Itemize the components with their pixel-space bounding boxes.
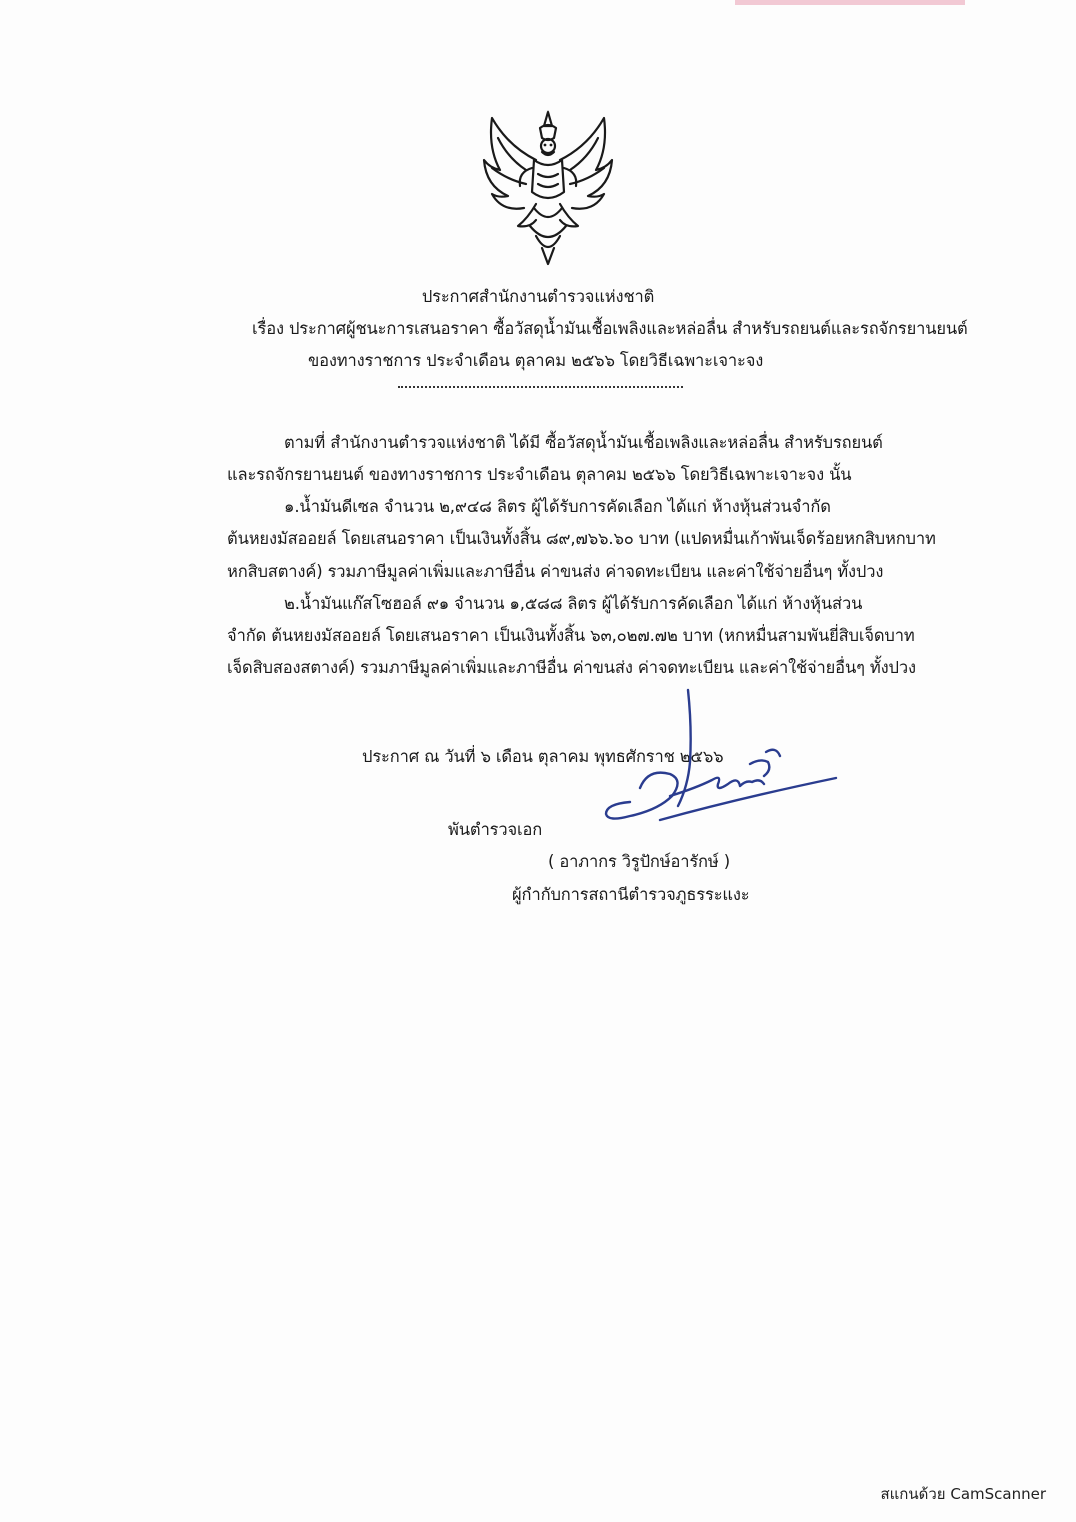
item-1-line-1: ๑.น้ำมันดีเซล จำนวน ๒,๙๔๘ ลิตร ผู้ได้รับการคัดเลือก ได้แก่ ห้างหุ้นส่วนจำกัด bbox=[284, 497, 831, 516]
announcement-subject-line-2: ของทางราชการ ประจำเดือน ตุลาคม ๒๕๖๖ โดยวิธีเฉพาะเจาะจง bbox=[308, 351, 764, 370]
announcement-subject-line-1: เรื่อง ประกาศผู้ชนะการเสนอราคา ซื้อวัสดุน้ำมันเชื้อเพลิงและหล่อลื่น สำหรับรถยนต์และรถจักรยานยนต์ bbox=[252, 319, 968, 338]
top-edge-stain bbox=[735, 0, 965, 5]
intro-line-1: ตามที่ สำนักงานตำรวจแห่งชาติ ได้มี ซื้อวัสดุน้ำมันเชื้อเพลิงและหล่อลื่น สำหรับรถยนต์ bbox=[284, 433, 883, 452]
handwritten-signature bbox=[600, 688, 840, 838]
intro-line-2: และรถจักรยานยนต์ ของทางราชการ ประจำเดือน ตุลาคม ๒๕๖๖ โดยวิธีเฉพาะเจาะจง นั้น bbox=[227, 465, 852, 484]
item-2-line-2: จำกัด ต้นหยงมัสออยล์ โดยเสนอราคา เป็นเงินทั้งสิ้น ๖๓,๐๒๗.๗๒ บาท (หกหมื่นสามพันยี่สิบเจ็ดบาท bbox=[227, 626, 915, 645]
item-1-line-3: หกสิบสตางค์) รวมภาษีมูลค่าเพิ่มและภาษีอื่น ค่าขนส่ง ค่าจดทะเบียน และค่าใช้จ่ายอื่นๆ ทั้งปวง bbox=[227, 562, 884, 581]
signer-rank: พันตำรวจเอก bbox=[448, 820, 543, 839]
garuda-emblem-icon bbox=[478, 108, 618, 266]
dotted-separator bbox=[398, 386, 683, 388]
camscanner-watermark: สแกนด้วย CamScanner bbox=[880, 1485, 1046, 1503]
item-2-line-3: เจ็ดสิบสองสตางค์) รวมภาษีมูลค่าเพิ่มและภาษีอื่น ค่าขนส่ง ค่าจดทะเบียน และค่าใช้จ่ายอื่นๆ ทั้งปวง bbox=[227, 658, 916, 677]
signer-name: ( อาภากร วิรูปักษ์อารักษ์ ) bbox=[548, 852, 730, 871]
item-1-line-2: ต้นหยงมัสออยล์ โดยเสนอราคา เป็นเงินทั้งสิ้น ๘๙,๗๖๖.๖๐ บาท (แปดหมื่นเก้าพันเจ็ดร้อยหกสิบหกบาท bbox=[227, 529, 936, 548]
signer-position: ผู้กำกับการสถานีตำรวจภูธรระแงะ bbox=[512, 885, 750, 904]
item-2-line-1: ๒.น้ำมันแก๊สโซฮอล์ ๙๑ จำนวน ๑,๕๘๘ ลิตร ผู้ได้รับการคัดเลือก ได้แก่ ห้างหุ้นส่วน bbox=[284, 594, 863, 613]
announcement-date: ประกาศ ณ วันที่ ๖ เดือน ตุลาคม พุทธศักราช ๒๕๖๖ bbox=[362, 747, 724, 766]
announcement-agency: ประกาศสำนักงานตำรวจแห่งชาติ bbox=[421, 287, 655, 306]
